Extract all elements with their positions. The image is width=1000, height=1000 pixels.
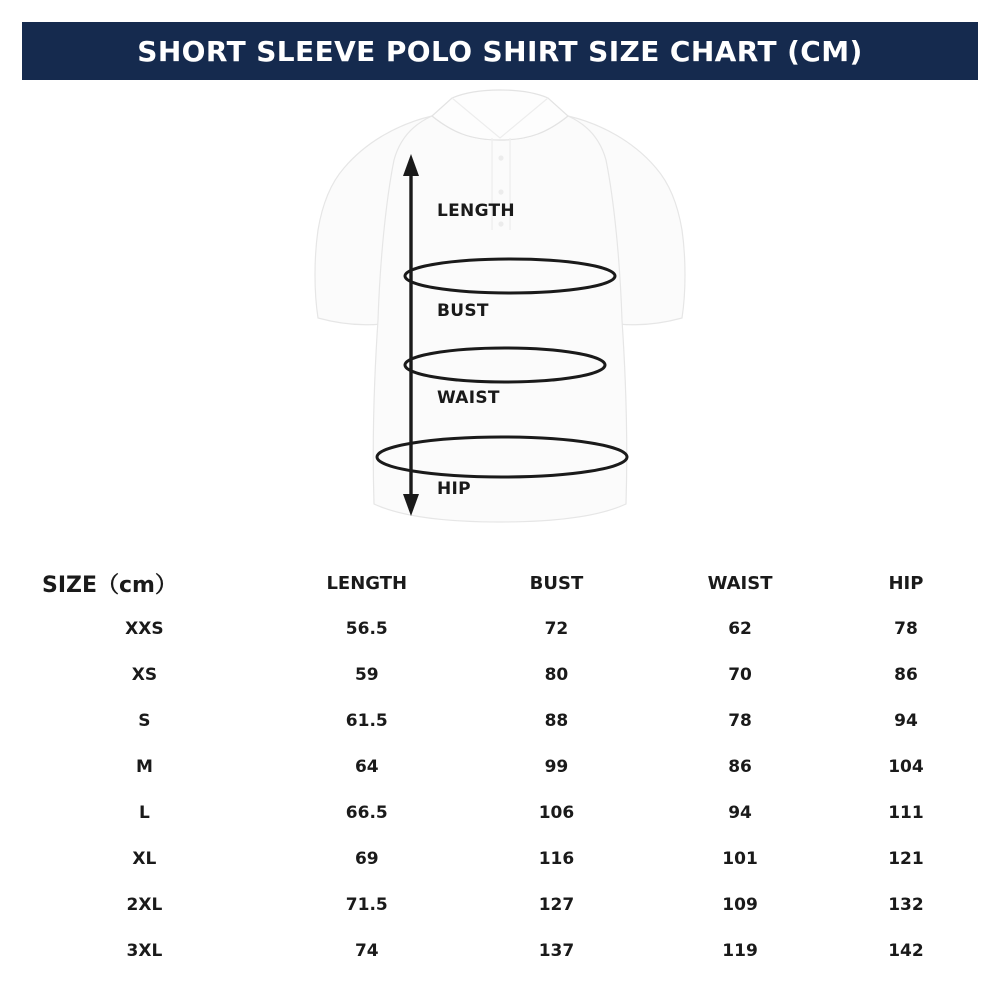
- polo-shirt-drawing: [0, 80, 1000, 550]
- column-header-length: LENGTH: [326, 572, 408, 594]
- cell-length: 66.5: [345, 803, 388, 823]
- cell-bust: 99: [544, 757, 569, 777]
- cell-bust: 137: [538, 941, 575, 961]
- table-row: [20, 698, 980, 744]
- cell-waist: 78: [728, 711, 752, 731]
- cell-waist: 86: [728, 757, 752, 777]
- table-row: [20, 882, 980, 928]
- cell-waist: 109: [722, 895, 758, 915]
- table-row: [20, 790, 980, 836]
- cell-size: 2XL: [126, 895, 163, 915]
- cell-bust: 88: [544, 711, 569, 731]
- cell-length: 59: [354, 665, 379, 685]
- bust-label: BUST: [437, 301, 489, 321]
- table-row: [20, 744, 980, 790]
- cell-hip: 121: [888, 849, 924, 869]
- cell-bust: 116: [538, 849, 575, 869]
- page-title: SHORT SLEEVE POLO SHIRT SIZE CHART (CM): [137, 34, 863, 68]
- column-header-hip: HIP: [888, 572, 924, 594]
- table-row: [20, 836, 980, 882]
- cell-waist: 70: [728, 665, 752, 685]
- cell-size: M: [135, 757, 153, 777]
- garment-illustration: [0, 80, 1000, 550]
- cell-size: L: [138, 803, 150, 823]
- size-table: [20, 560, 980, 974]
- cell-length: 64: [354, 757, 379, 777]
- cell-bust: 106: [538, 803, 575, 823]
- cell-bust: 127: [538, 895, 575, 915]
- cell-waist: 119: [722, 941, 758, 961]
- cell-waist: 94: [728, 803, 752, 823]
- size-table-body: [20, 606, 980, 974]
- cell-bust: 80: [544, 665, 569, 685]
- cell-hip: 111: [888, 803, 924, 823]
- table-row: [20, 928, 980, 974]
- chart-header-bar: [22, 22, 978, 80]
- waist-label: WAIST: [437, 388, 500, 408]
- cell-length: 69: [354, 849, 379, 869]
- cell-size: XL: [132, 849, 157, 869]
- cell-length: 71.5: [345, 895, 388, 915]
- cell-waist: 101: [722, 849, 758, 869]
- table-header-row: [20, 560, 980, 606]
- column-header-waist: WAIST: [707, 572, 773, 594]
- cell-hip: 94: [894, 711, 918, 731]
- cell-hip: 142: [888, 941, 924, 961]
- cell-bust: 72: [544, 619, 569, 639]
- table-row: [20, 606, 980, 652]
- table-row: [20, 652, 980, 698]
- cell-hip: 132: [888, 895, 924, 915]
- size-table-header: [20, 560, 980, 606]
- cell-length: 74: [354, 941, 379, 961]
- cell-size: 3XL: [126, 941, 163, 961]
- column-header-size: SIZE（cm）: [42, 572, 177, 598]
- cell-hip: 86: [894, 665, 918, 685]
- cell-size: XXS: [125, 619, 164, 639]
- cell-length: 56.5: [345, 619, 388, 639]
- cell-size: S: [138, 711, 151, 731]
- cell-length: 61.5: [345, 711, 388, 731]
- hip-label: HIP: [437, 479, 471, 499]
- column-header-bust: BUST: [529, 572, 584, 594]
- shirt-shape: [315, 90, 685, 522]
- cell-size: XS: [131, 665, 158, 685]
- length-label: LENGTH: [437, 201, 515, 221]
- cell-waist: 62: [728, 619, 752, 639]
- cell-hip: 104: [888, 757, 924, 777]
- cell-hip: 78: [894, 619, 918, 639]
